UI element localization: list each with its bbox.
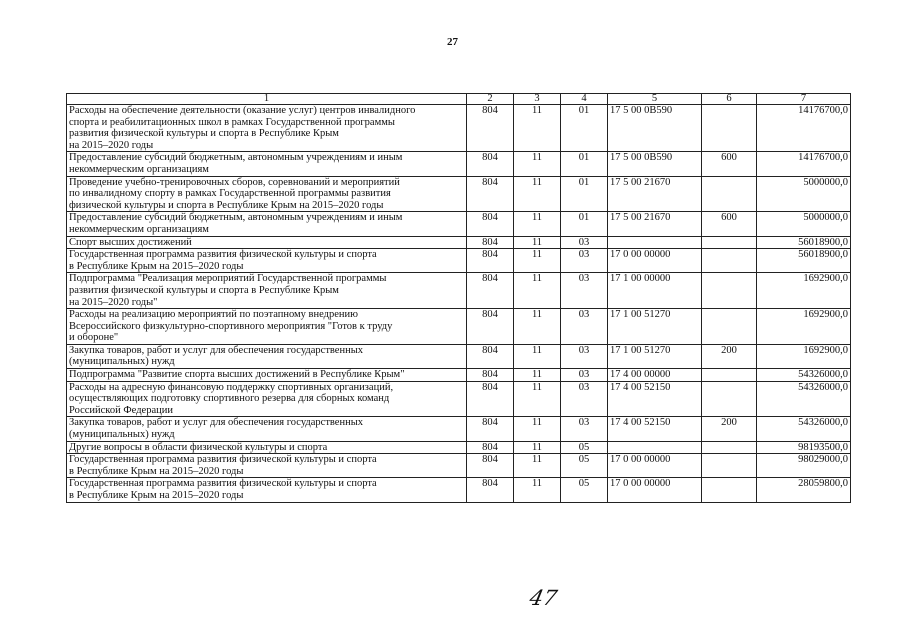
cell-target-article: 17 4 00 52150: [608, 381, 702, 417]
cell-amount: 1692900,0: [757, 344, 851, 368]
cell-section-code: 11: [514, 273, 561, 309]
cell-ministry-code: 804: [467, 236, 514, 249]
cell-ministry-code: 804: [467, 176, 514, 212]
cell-ministry-code: 804: [467, 152, 514, 176]
cell-expense-type: [702, 369, 757, 382]
table-row: [67, 417, 851, 441]
cell-expense-type: 200: [702, 417, 757, 441]
cell-subsection-code: 01: [561, 212, 608, 236]
cell-section-code: 11: [514, 478, 561, 502]
cell-target-article: 17 5 00 21670: [608, 212, 702, 236]
header-cell-amount: 7: [757, 94, 851, 105]
cell-amount: 56018900,0: [757, 236, 851, 249]
cell-target-article: 17 5 00 21670: [608, 176, 702, 212]
cell-target-article: 17 1 00 51270: [608, 309, 702, 345]
cell-subsection-code: 03: [561, 417, 608, 441]
header-row: [67, 94, 851, 105]
cell-subsection-code: 01: [561, 152, 608, 176]
table-row: [67, 478, 851, 502]
cell-target-article: 17 5 00 0В590: [608, 152, 702, 176]
cell-subsection-code: 03: [561, 344, 608, 368]
cell-name: Подпрограмма "Развитие спорта высших достижений в Республике Крым": [67, 369, 467, 382]
cell-expense-type: [702, 236, 757, 249]
cell-name: Закупка товаров, работ и услуг для обеспечения государственных (муниципальных) нужд: [67, 344, 467, 368]
cell-section-code: 11: [514, 105, 561, 152]
table-row: [67, 273, 851, 309]
cell-target-article: 17 0 00 00000: [608, 249, 702, 273]
cell-expense-type: [702, 273, 757, 309]
cell-section-code: 11: [514, 176, 561, 212]
cell-amount: 56018900,0: [757, 249, 851, 273]
cell-subsection-code: 03: [561, 369, 608, 382]
table-row: [67, 176, 851, 212]
cell-name: Государственная программа развития физической культуры и спорта в Республике Крым на 2015–2020 годы: [67, 454, 467, 478]
cell-expense-type: [702, 441, 757, 454]
cell-target-article: 17 4 00 00000: [608, 369, 702, 382]
cell-name: Другие вопросы в области физической культуры и спорта: [67, 441, 467, 454]
cell-target-article: 17 0 00 00000: [608, 454, 702, 478]
cell-section-code: 11: [514, 344, 561, 368]
cell-name: Расходы на реализацию мероприятий по поэтапному внедрению Всероссийского физкультурно-спортивного мероприятия "Готов к труду и обороне": [67, 309, 467, 345]
cell-amount: 54326000,0: [757, 369, 851, 382]
cell-ministry-code: 804: [467, 344, 514, 368]
header-cell-subsection: 4: [561, 94, 608, 105]
cell-name: Проведение учебно-тренировочных сборов, соревнований и мероприятий по инвалидному спорту в рамках Государственной программы развития физической культуры и спорта в Республике Крым на 2015–2020 годы: [67, 176, 467, 212]
cell-section-code: 11: [514, 417, 561, 441]
cell-expense-type: [702, 105, 757, 152]
cell-name: Подпрограмма "Реализация мероприятий Государственной программы развития физической культуры и спорта в Республике Крым на 2015–2020 годы": [67, 273, 467, 309]
cell-amount: 5000000,0: [757, 212, 851, 236]
cell-ministry-code: 804: [467, 417, 514, 441]
cell-section-code: 11: [514, 212, 561, 236]
cell-section-code: 11: [514, 309, 561, 345]
cell-amount: 14176700,0: [757, 105, 851, 152]
cell-subsection-code: 05: [561, 454, 608, 478]
cell-target-article: 17 0 00 00000: [608, 478, 702, 502]
table-row: [67, 249, 851, 273]
cell-expense-type: [702, 309, 757, 345]
table-row: [67, 236, 851, 249]
table-row: [67, 212, 851, 236]
cell-ministry-code: 804: [467, 478, 514, 502]
cell-section-code: 11: [514, 441, 561, 454]
cell-name: Предоставление субсидий бюджетным, автономным учреждениям и иным некоммерческим организациям: [67, 212, 467, 236]
table-row: [67, 454, 851, 478]
cell-subsection-code: 01: [561, 176, 608, 212]
cell-ministry-code: 804: [467, 454, 514, 478]
cell-name: Предоставление субсидий бюджетным, автономным учреждениям и иным некоммерческим организациям: [67, 152, 467, 176]
cell-subsection-code: 03: [561, 236, 608, 249]
cell-target-article: [608, 441, 702, 454]
cell-ministry-code: 804: [467, 249, 514, 273]
cell-ministry-code: 804: [467, 212, 514, 236]
cell-amount: 1692900,0: [757, 309, 851, 345]
cell-subsection-code: 05: [561, 441, 608, 454]
cell-subsection-code: 05: [561, 478, 608, 502]
budget-table: [66, 93, 851, 503]
cell-name: Государственная программа развития физической культуры и спорта в Республике Крым на 2015–2020 годы: [67, 249, 467, 273]
cell-target-article: 17 4 00 52150: [608, 417, 702, 441]
cell-ministry-code: 804: [467, 369, 514, 382]
cell-target-article: [608, 236, 702, 249]
header-cell-target-article: 5: [608, 94, 702, 105]
cell-ministry-code: 804: [467, 309, 514, 345]
table-row: [67, 441, 851, 454]
header-cell-section: 3: [514, 94, 561, 105]
table-row: [67, 369, 851, 382]
cell-section-code: 11: [514, 369, 561, 382]
table-body: [67, 105, 851, 503]
header-cell-ministry: 2: [467, 94, 514, 105]
cell-amount: 1692900,0: [757, 273, 851, 309]
cell-expense-type: 600: [702, 212, 757, 236]
table-row: [67, 309, 851, 345]
cell-target-article: 17 5 00 0В590: [608, 105, 702, 152]
cell-name: Закупка товаров, работ и услуг для обеспечения государственных (муниципальных) нужд: [67, 417, 467, 441]
cell-name: Государственная программа развития физической культуры и спорта в Республике Крым на 2015–2020 годы: [67, 478, 467, 502]
cell-subsection-code: 03: [561, 381, 608, 417]
cell-name: Расходы на обеспечение деятельности (оказание услуг) центров инвалидного спорта и реабилитационных школ в рамках Государственной программы развития физической культуры и спорта в Республике Крым на 2015–2020 годы: [67, 105, 467, 152]
cell-subsection-code: 03: [561, 249, 608, 273]
table-row: [67, 152, 851, 176]
cell-name: Спорт высших достижений: [67, 236, 467, 249]
cell-amount: 98193500,0: [757, 441, 851, 454]
handwritten-page-number: 47: [527, 586, 560, 610]
table-row: [67, 381, 851, 417]
table-row: [67, 105, 851, 152]
cell-amount: 98029000,0: [757, 454, 851, 478]
header-cell-name: 1: [67, 94, 467, 105]
cell-subsection-code: 03: [561, 273, 608, 309]
cell-amount: 54326000,0: [757, 381, 851, 417]
cell-section-code: 11: [514, 236, 561, 249]
cell-name: Расходы на адресную финансовую поддержку спортивных организаций, осуществляющих подготовку спортивного резерва для сборных команд Российской Федерации: [67, 381, 467, 417]
cell-expense-type: [702, 454, 757, 478]
cell-expense-type: [702, 381, 757, 417]
cell-amount: 14176700,0: [757, 152, 851, 176]
cell-expense-type: 200: [702, 344, 757, 368]
cell-amount: 28059800,0: [757, 478, 851, 502]
cell-ministry-code: 804: [467, 105, 514, 152]
cell-amount: 5000000,0: [757, 176, 851, 212]
cell-subsection-code: 03: [561, 309, 608, 345]
cell-ministry-code: 804: [467, 441, 514, 454]
cell-target-article: 17 1 00 51270: [608, 344, 702, 368]
table-row: [67, 344, 851, 368]
cell-expense-type: [702, 176, 757, 212]
page-number: 27: [447, 36, 458, 48]
cell-ministry-code: 804: [467, 381, 514, 417]
cell-ministry-code: 804: [467, 273, 514, 309]
cell-expense-type: 600: [702, 152, 757, 176]
cell-section-code: 11: [514, 152, 561, 176]
cell-expense-type: [702, 249, 757, 273]
cell-subsection-code: 01: [561, 105, 608, 152]
cell-section-code: 11: [514, 249, 561, 273]
cell-section-code: 11: [514, 454, 561, 478]
cell-expense-type: [702, 478, 757, 502]
cell-section-code: 11: [514, 381, 561, 417]
cell-amount: 54326000,0: [757, 417, 851, 441]
cell-target-article: 17 1 00 00000: [608, 273, 702, 309]
header-cell-expense-type: 6: [702, 94, 757, 105]
